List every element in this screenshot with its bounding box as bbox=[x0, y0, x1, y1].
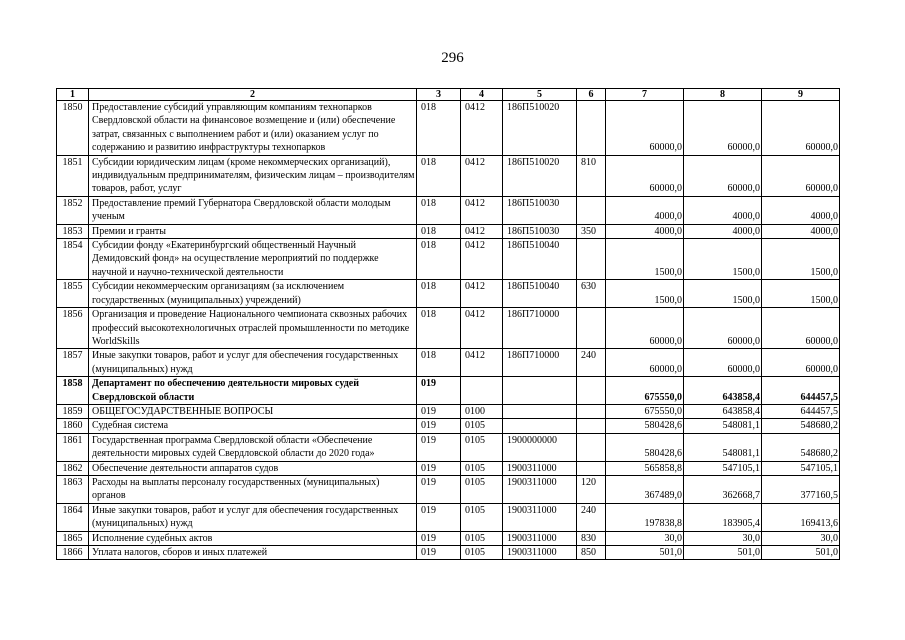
header-cell: 3 bbox=[417, 89, 461, 101]
header-cell: 4 bbox=[461, 89, 503, 101]
header-cell: 7 bbox=[606, 89, 684, 101]
admin-code-cell: 019 bbox=[417, 419, 461, 433]
table-row bbox=[57, 503, 840, 531]
amount-2020-cell: 60000,0 bbox=[762, 155, 840, 196]
expense-type-cell: 120 bbox=[577, 475, 606, 503]
header-cell: 5 bbox=[503, 89, 577, 101]
description-cell: Обеспечение деятельности аппаратов судов bbox=[89, 461, 417, 475]
target-article-cell: 1900311000 bbox=[503, 461, 577, 475]
section-code-cell: 0412 bbox=[461, 280, 503, 308]
header-cell: 9 bbox=[762, 89, 840, 101]
amount-2019-cell: 60000,0 bbox=[684, 101, 762, 156]
section-code-cell: 0105 bbox=[461, 546, 503, 560]
amount-2019-cell: 183905,4 bbox=[684, 503, 762, 531]
amount-2018-cell: 580428,6 bbox=[606, 433, 684, 461]
description-cell: Государственная программа Свердловской области «Обеспечение деятельности мировых судей Свердловской области до 2020 года» bbox=[89, 433, 417, 461]
target-article-cell: 186П510030 bbox=[503, 196, 577, 224]
table-row bbox=[57, 461, 840, 475]
expense-type-cell bbox=[577, 101, 606, 156]
section-code-cell: 0105 bbox=[461, 475, 503, 503]
amount-2020-cell: 4000,0 bbox=[762, 224, 840, 238]
amount-2019-cell: 1500,0 bbox=[684, 280, 762, 308]
expense-type-cell: 850 bbox=[577, 546, 606, 560]
section-code-cell: 0412 bbox=[461, 155, 503, 196]
table-row bbox=[57, 101, 840, 156]
description-cell: Субсидии некоммерческим организациям (за исключением государственных (муниципальных) учреждений) bbox=[89, 280, 417, 308]
section-code-cell: 0105 bbox=[461, 531, 503, 545]
table-row bbox=[57, 280, 840, 308]
amount-2020-cell: 60000,0 bbox=[762, 101, 840, 156]
expense-type-cell: 350 bbox=[577, 224, 606, 238]
target-article-cell: 1900311000 bbox=[503, 531, 577, 545]
target-article-cell: 1900000000 bbox=[503, 433, 577, 461]
description-cell: Исполнение судебных актов bbox=[89, 531, 417, 545]
section-code-cell: 0412 bbox=[461, 239, 503, 280]
expense-type-cell bbox=[577, 404, 606, 418]
section-code-cell: 0105 bbox=[461, 419, 503, 433]
row-number-cell: 1857 bbox=[57, 349, 89, 377]
section-code-cell: 0412 bbox=[461, 308, 503, 349]
header-cell: 2 bbox=[89, 89, 417, 101]
amount-2020-cell: 1500,0 bbox=[762, 239, 840, 280]
row-number-cell: 1858 bbox=[57, 377, 89, 405]
expense-type-cell: 240 bbox=[577, 503, 606, 531]
section-code-cell: 0412 bbox=[461, 349, 503, 377]
row-number-cell: 1850 bbox=[57, 101, 89, 156]
expense-type-cell bbox=[577, 419, 606, 433]
description-cell: Предоставление премий Губернатора Свердловской области молодым ученым bbox=[89, 196, 417, 224]
amount-2019-cell: 4000,0 bbox=[684, 224, 762, 238]
admin-code-cell: 019 bbox=[417, 503, 461, 531]
amount-2018-cell: 580428,6 bbox=[606, 419, 684, 433]
section-code-cell: 0100 bbox=[461, 404, 503, 418]
row-number-cell: 1863 bbox=[57, 475, 89, 503]
admin-code-cell: 018 bbox=[417, 308, 461, 349]
expense-type-cell bbox=[577, 377, 606, 405]
amount-2018-cell: 60000,0 bbox=[606, 155, 684, 196]
header-cell: 6 bbox=[577, 89, 606, 101]
description-cell: Иные закупки товаров, работ и услуг для обеспечения государственных (муниципальных) нужд bbox=[89, 503, 417, 531]
amount-2019-cell: 4000,0 bbox=[684, 196, 762, 224]
target-article-cell: 186П510040 bbox=[503, 239, 577, 280]
description-cell: ОБЩЕГОСУДАРСТВЕННЫЕ ВОПРОСЫ bbox=[89, 404, 417, 418]
target-article-cell: 1900311000 bbox=[503, 503, 577, 531]
table-row bbox=[57, 433, 840, 461]
target-article-cell: 186П710000 bbox=[503, 308, 577, 349]
amount-2020-cell: 1500,0 bbox=[762, 280, 840, 308]
table-row bbox=[57, 239, 840, 280]
amount-2018-cell: 367489,0 bbox=[606, 475, 684, 503]
admin-code-cell: 019 bbox=[417, 475, 461, 503]
amount-2019-cell: 1500,0 bbox=[684, 239, 762, 280]
amount-2019-cell: 60000,0 bbox=[684, 349, 762, 377]
description-cell: Предоставление субсидий управляющим компаниям технопарков Свердловской области на финансовое возмещение и (или) обеспечение затрат, связанных с выполнением работ и (или) оказанием услуг по содержанию и развитию инфраструктуры технопарков bbox=[89, 101, 417, 156]
description-cell: Расходы на выплаты персоналу государственных (муниципальных) органов bbox=[89, 475, 417, 503]
target-article-cell bbox=[503, 377, 577, 405]
table-row bbox=[57, 196, 840, 224]
description-cell: Субсидии юридическим лицам (кроме некоммерческих организаций), индивидуальным предпринимателям, физическим лицам – производителям товаров, работ, услуг bbox=[89, 155, 417, 196]
amount-2020-cell: 30,0 bbox=[762, 531, 840, 545]
row-number-cell: 1854 bbox=[57, 239, 89, 280]
description-cell: Премии и гранты bbox=[89, 224, 417, 238]
amount-2020-cell: 169413,6 bbox=[762, 503, 840, 531]
table-row bbox=[57, 308, 840, 349]
description-cell: Организация и проведение Национального чемпионата сквозных рабочих профессий высокотехнологичных отраслей промышленности по методике WorldSkills bbox=[89, 308, 417, 349]
section-code-cell: 0105 bbox=[461, 503, 503, 531]
table-body bbox=[57, 101, 840, 560]
expense-type-cell: 630 bbox=[577, 280, 606, 308]
amount-2018-cell: 501,0 bbox=[606, 546, 684, 560]
expense-type-cell: 240 bbox=[577, 349, 606, 377]
table-row bbox=[57, 419, 840, 433]
amount-2020-cell: 548680,2 bbox=[762, 433, 840, 461]
amount-2018-cell: 30,0 bbox=[606, 531, 684, 545]
table-row bbox=[57, 546, 840, 560]
header-cell: 8 bbox=[684, 89, 762, 101]
expense-type-cell bbox=[577, 461, 606, 475]
table-row bbox=[57, 224, 840, 238]
target-article-cell: 186П710000 bbox=[503, 349, 577, 377]
amount-2019-cell: 643858,4 bbox=[684, 377, 762, 405]
row-number-cell: 1861 bbox=[57, 433, 89, 461]
admin-code-cell: 018 bbox=[417, 196, 461, 224]
header-cell: 1 bbox=[57, 89, 89, 101]
target-article-cell: 186П510020 bbox=[503, 101, 577, 156]
target-article-cell: 1900311000 bbox=[503, 546, 577, 560]
amount-2019-cell: 547105,1 bbox=[684, 461, 762, 475]
description-cell: Судебная система bbox=[89, 419, 417, 433]
amount-2018-cell: 4000,0 bbox=[606, 196, 684, 224]
row-number-cell: 1860 bbox=[57, 419, 89, 433]
target-article-cell: 186П510040 bbox=[503, 280, 577, 308]
amount-2019-cell: 362668,7 bbox=[684, 475, 762, 503]
amount-2019-cell: 548081,1 bbox=[684, 419, 762, 433]
table-row bbox=[57, 531, 840, 545]
admin-code-cell: 018 bbox=[417, 280, 461, 308]
description-cell: Уплата налогов, сборов и иных платежей bbox=[89, 546, 417, 560]
section-code-cell: 0412 bbox=[461, 101, 503, 156]
expense-type-cell: 830 bbox=[577, 531, 606, 545]
admin-code-cell: 019 bbox=[417, 546, 461, 560]
table-header-row bbox=[57, 89, 840, 101]
admin-code-cell: 019 bbox=[417, 461, 461, 475]
target-article-cell bbox=[503, 404, 577, 418]
row-number-cell: 1862 bbox=[57, 461, 89, 475]
expense-type-cell bbox=[577, 196, 606, 224]
amount-2019-cell: 643858,4 bbox=[684, 404, 762, 418]
amount-2020-cell: 548680,2 bbox=[762, 419, 840, 433]
amount-2020-cell: 377160,5 bbox=[762, 475, 840, 503]
amount-2018-cell: 565858,8 bbox=[606, 461, 684, 475]
expense-type-cell bbox=[577, 239, 606, 280]
section-code-cell: 0105 bbox=[461, 461, 503, 475]
target-article-cell: 186П510020 bbox=[503, 155, 577, 196]
amount-2020-cell: 60000,0 bbox=[762, 308, 840, 349]
admin-code-cell: 018 bbox=[417, 101, 461, 156]
row-number-cell: 1853 bbox=[57, 224, 89, 238]
amount-2019-cell: 60000,0 bbox=[684, 308, 762, 349]
amount-2018-cell: 197838,8 bbox=[606, 503, 684, 531]
amount-2018-cell: 675550,0 bbox=[606, 404, 684, 418]
row-number-cell: 1851 bbox=[57, 155, 89, 196]
amount-2018-cell: 60000,0 bbox=[606, 349, 684, 377]
description-cell: Иные закупки товаров, работ и услуг для обеспечения государственных (муниципальных) нужд bbox=[89, 349, 417, 377]
table-row bbox=[57, 155, 840, 196]
amount-2018-cell: 60000,0 bbox=[606, 308, 684, 349]
row-number-cell: 1865 bbox=[57, 531, 89, 545]
amount-2020-cell: 644457,5 bbox=[762, 377, 840, 405]
admin-code-cell: 018 bbox=[417, 239, 461, 280]
description-cell: Субсидии фонду «Екатеринбургский общественный Научный Демидовский фонд» на осуществление мероприятий по поддержке научной и научно-технической деятельности bbox=[89, 239, 417, 280]
row-number-cell: 1859 bbox=[57, 404, 89, 418]
table-row bbox=[57, 404, 840, 418]
table-row bbox=[57, 349, 840, 377]
admin-code-cell: 019 bbox=[417, 377, 461, 405]
target-article-cell: 186П510030 bbox=[503, 224, 577, 238]
target-article-cell bbox=[503, 419, 577, 433]
amount-2018-cell: 4000,0 bbox=[606, 224, 684, 238]
admin-code-cell: 018 bbox=[417, 155, 461, 196]
table-row bbox=[57, 377, 840, 405]
amount-2020-cell: 644457,5 bbox=[762, 404, 840, 418]
target-article-cell: 1900311000 bbox=[503, 475, 577, 503]
row-number-cell: 1866 bbox=[57, 546, 89, 560]
amount-2020-cell: 60000,0 bbox=[762, 349, 840, 377]
amount-2019-cell: 60000,0 bbox=[684, 155, 762, 196]
admin-code-cell: 019 bbox=[417, 433, 461, 461]
admin-code-cell: 018 bbox=[417, 349, 461, 377]
amount-2019-cell: 501,0 bbox=[684, 546, 762, 560]
amount-2018-cell: 1500,0 bbox=[606, 280, 684, 308]
section-code-cell: 0412 bbox=[461, 224, 503, 238]
expense-type-cell bbox=[577, 308, 606, 349]
amount-2018-cell: 675550,0 bbox=[606, 377, 684, 405]
expense-type-cell bbox=[577, 433, 606, 461]
amount-2020-cell: 4000,0 bbox=[762, 196, 840, 224]
row-number-cell: 1852 bbox=[57, 196, 89, 224]
admin-code-cell: 019 bbox=[417, 531, 461, 545]
admin-code-cell: 019 bbox=[417, 404, 461, 418]
row-number-cell: 1864 bbox=[57, 503, 89, 531]
table-row bbox=[57, 475, 840, 503]
row-number-cell: 1855 bbox=[57, 280, 89, 308]
expense-type-cell: 810 bbox=[577, 155, 606, 196]
section-code-cell bbox=[461, 377, 503, 405]
admin-code-cell: 018 bbox=[417, 224, 461, 238]
description-cell: Департамент по обеспечению деятельности мировых судей Свердловской области bbox=[89, 377, 417, 405]
amount-2018-cell: 1500,0 bbox=[606, 239, 684, 280]
row-number-cell: 1856 bbox=[57, 308, 89, 349]
budget-table bbox=[56, 88, 840, 560]
section-code-cell: 0105 bbox=[461, 433, 503, 461]
amount-2020-cell: 547105,1 bbox=[762, 461, 840, 475]
amount-2020-cell: 501,0 bbox=[762, 546, 840, 560]
amount-2018-cell: 60000,0 bbox=[606, 101, 684, 156]
amount-2019-cell: 30,0 bbox=[684, 531, 762, 545]
section-code-cell: 0412 bbox=[461, 196, 503, 224]
page-number: 296 bbox=[441, 50, 464, 66]
amount-2019-cell: 548081,1 bbox=[684, 433, 762, 461]
